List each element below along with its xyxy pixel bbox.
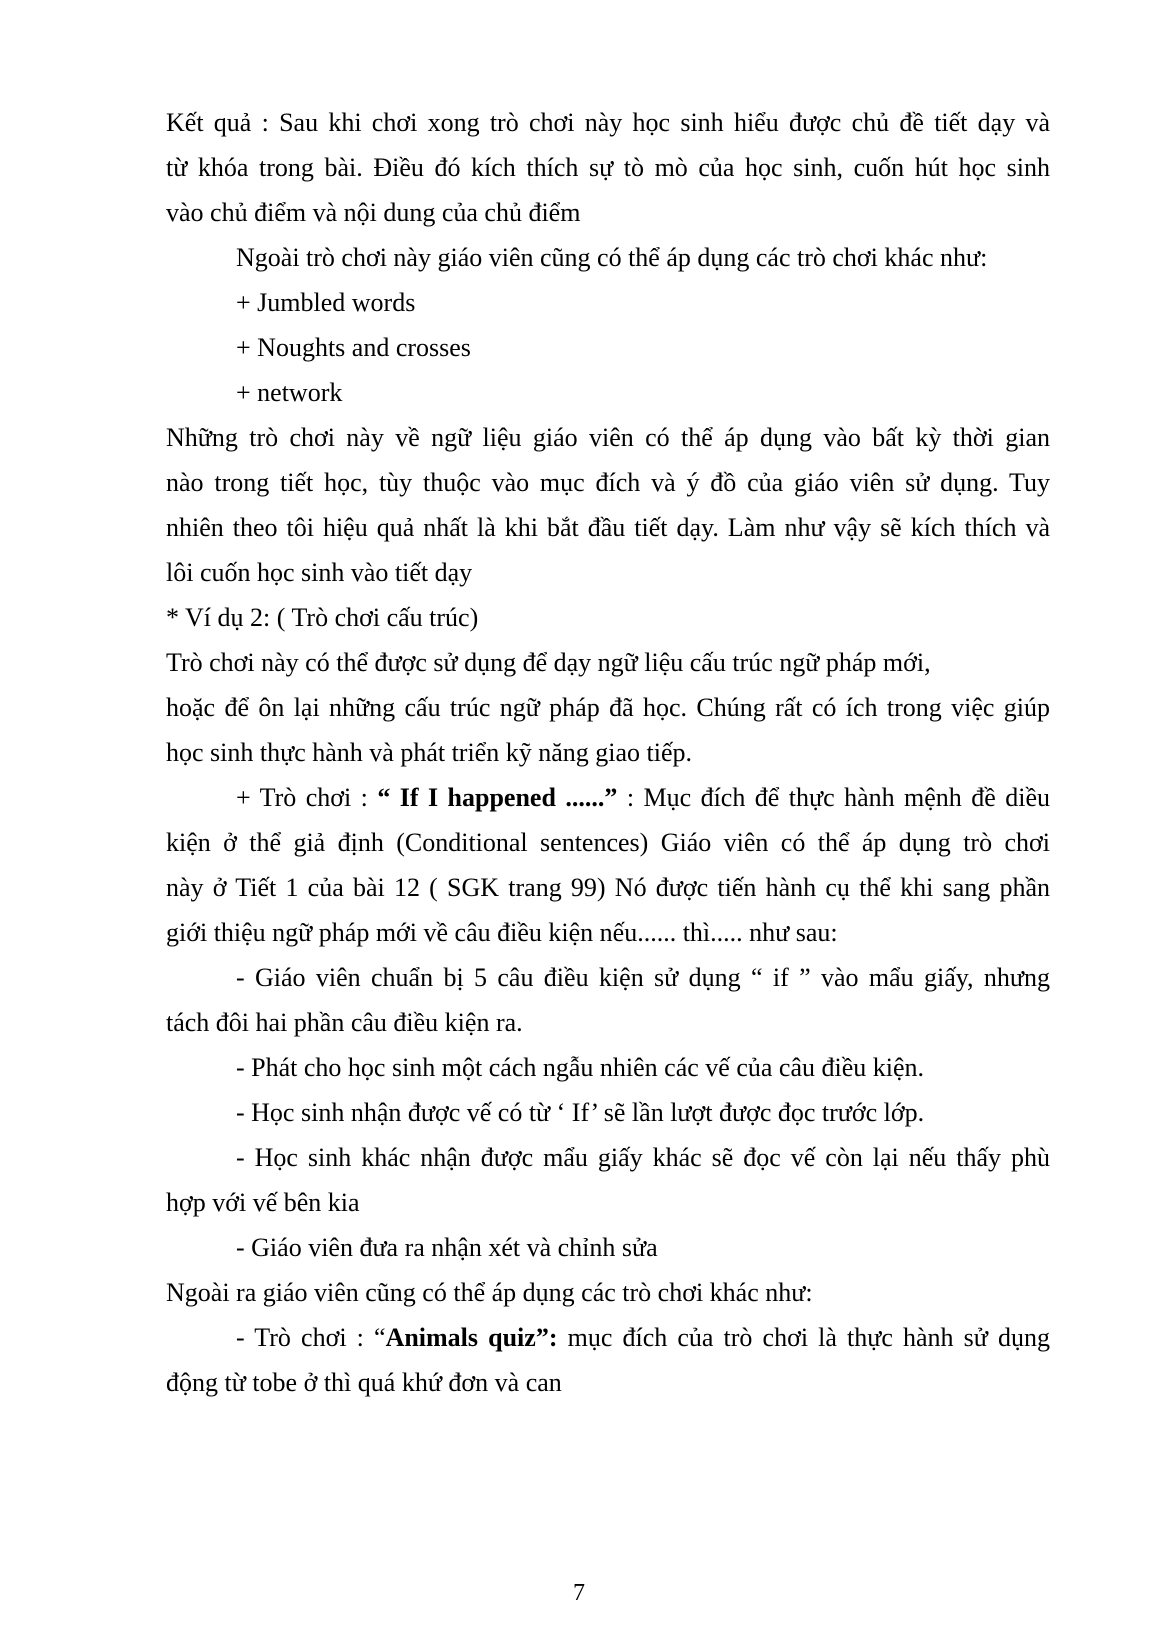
paragraph-line: động từ tobe ở thì quá khứ đơn và can xyxy=(166,1368,562,1397)
paragraph-line: giới thiệu ngữ pháp mới về câu điều kiện nếu...... thì..... như sau: xyxy=(166,918,838,947)
page-number: 7 xyxy=(573,1580,585,1606)
paragraph-line: Ngoài ra giáo viên cũng có thể áp dụng các trò chơi khác như: xyxy=(166,1278,813,1307)
paragraph-line: Kết quả : Sau khi chơi xong trò chơi này học sinh hiểu được chủ đề tiết dạy và xyxy=(166,108,1050,137)
list-item: + Jumbled words xyxy=(236,288,416,317)
paragraph-line: học sinh thực hành và phát triển kỹ năng giao tiếp. xyxy=(166,738,693,767)
paragraph-line: nào trong tiết học, tùy thuộc vào mục đích và ý đồ của giáo viên sử dụng. Tuy xyxy=(166,468,1050,497)
paragraph-line: hoặc để ôn lại những cấu trúc ngữ pháp đã học. Chúng rất có ích trong việc giúp xyxy=(166,693,1050,722)
game-description-line xyxy=(236,1321,1050,1355)
step-line: - Giáo viên chuẩn bị 5 câu điều kiện sử dụng “ if ” vào mẩu giấy, nhưng xyxy=(236,963,1050,992)
step-line: - Học sinh khác nhận được mẩu giấy khác sẽ đọc vế còn lại nếu thấy phù xyxy=(236,1143,1050,1172)
line-prefix: - Trò chơi : “ xyxy=(236,1323,386,1352)
step-line: hợp với vế bên kia xyxy=(166,1188,360,1217)
paragraph-line: từ khóa trong bài. Điều đó kích thích sự tò mò của học sinh, cuốn hút học sinh xyxy=(166,153,1050,182)
step-line: - Học sinh nhận được vế có từ ‘ If’ sẽ lần lượt được đọc trước lớp. xyxy=(236,1098,925,1127)
paragraph-line: lôi cuốn học sinh vào tiết dạy xyxy=(166,558,473,587)
line-suffix: mục đích của trò chơi là thực hành sử dụng xyxy=(557,1323,1051,1352)
game-description-line xyxy=(236,781,1050,815)
list-item: + Noughts and crosses xyxy=(236,333,471,362)
game-title-animals-quiz: Animals quiz”: xyxy=(385,1323,558,1352)
game-title-if-i-happened: “ If I happened ......” xyxy=(377,783,618,812)
paragraph-line: Trò chơi này có thể được sử dụng để dạy ngữ liệu cấu trúc ngữ pháp mới, xyxy=(166,648,931,677)
paragraph-line: Những trò chơi này về ngữ liệu giáo viên có thể áp dụng vào bất kỳ thời gian xyxy=(166,423,1050,452)
paragraph-line: Ngoài trò chơi này giáo viên cũng có thể áp dụng các trò chơi khác như: xyxy=(236,243,988,272)
paragraph-line: này ở Tiết 1 của bài 12 ( SGK trang 99) Nó được tiến hành cụ thể khi sang phần xyxy=(166,873,1050,902)
step-line: tách đôi hai phần câu điều kiện ra. xyxy=(166,1008,523,1037)
example-heading: * Ví dụ 2: ( Trò chơi cấu trúc) xyxy=(166,603,479,632)
line-prefix: + Trò chơi : xyxy=(236,783,378,812)
paragraph-line: nhiên theo tôi hiệu quả nhất là khi bắt đầu tiết dạy. Làm như vậy sẽ kích thích và xyxy=(166,513,1050,542)
paragraph-line: vào chủ điểm và nội dung của chủ điểm xyxy=(166,198,581,227)
paragraph-line: kiện ở thể giả định (Conditional sentences) Giáo viên có thể áp dụng trò chơi xyxy=(166,828,1050,857)
line-suffix: : Mục đích để thực hành mệnh đề diều xyxy=(617,783,1050,812)
step-line: - Phát cho học sinh một cách ngẫu nhiên các vế của câu điều kiện. xyxy=(236,1053,925,1082)
list-item: + network xyxy=(236,378,343,407)
step-line: - Giáo viên đưa ra nhận xét và chỉnh sửa xyxy=(236,1233,658,1262)
